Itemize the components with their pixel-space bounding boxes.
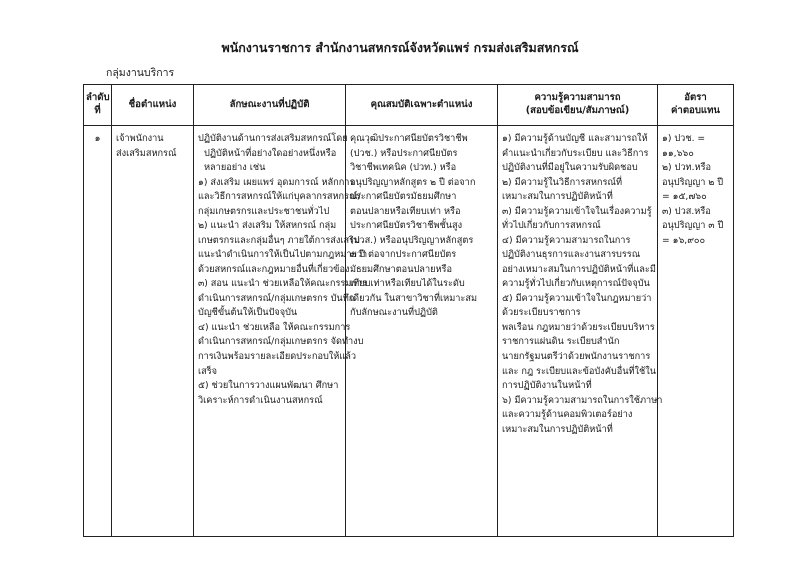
text-line: มัธยมศึกษาตอนปลายหรือ xyxy=(350,263,452,275)
text-line: และความรู้ด้านคอมพิวเตอร์อย่าง xyxy=(502,409,633,421)
text-line: ด้วยระเบียบราชการ xyxy=(502,307,581,319)
header-qualifications xyxy=(346,85,498,126)
text-line: ทั่วไปเกี่ยวกับการสหกรณ์ xyxy=(502,220,601,232)
text-line: ส่งเสริมสหกรณ์ xyxy=(116,147,177,159)
text-line: ที่ xyxy=(94,105,101,116)
text-line: คุณสมบัติเฉพาะตำแหน่ง xyxy=(370,98,473,110)
text-line: ปฏิบัติงานที่มีอยู่ในความรับผิดชอบ xyxy=(502,162,638,174)
text-line: ลำดับ xyxy=(86,92,110,104)
text-line: ๒) ปวท.หรือ xyxy=(662,162,712,174)
text-line: อัตรา xyxy=(684,92,707,104)
text-line: ๒) มีความรู้ในวิธีการสหกรณ์ที่ xyxy=(502,176,623,188)
text-line: การเงินพร้อมรายละเอียดประกอบให้แล้ว xyxy=(198,350,357,362)
text-line: ลักษณะงานที่ปฏิบัติ xyxy=(229,98,310,110)
text-line: ด้วยสหกรณ์และกฎหมายอื่นที่เกี่ยวข้อง xyxy=(198,263,350,275)
header-pay xyxy=(658,85,734,126)
text-line: = ๑๖,๙๐๐ xyxy=(662,234,706,246)
cell-duties xyxy=(194,126,368,537)
text-line: เจ้าพนักงาน xyxy=(116,133,164,144)
text-line: แนะนำดำเนินการให้เป็นไปตามกฎหมายว่า xyxy=(198,249,368,261)
text-line: ๔) มีความรู้ความสามารถในการ xyxy=(502,234,631,246)
text-line: ดำเนินการสหกรณ์/กลุ่มเกษตรกร บันทึก xyxy=(198,292,355,304)
text-line: บัญชีขั้นต้นให้เป็นปัจจุบัน xyxy=(198,307,298,319)
cell-pay xyxy=(658,126,734,537)
text-line: เกษตรกรและกลุ่มอื่นๆ ภายใต้การส่งเสริม xyxy=(198,234,361,246)
cell-position xyxy=(112,126,194,537)
text-line: ๕) มีความรู้ความเข้าใจในกฎหมายว่า xyxy=(502,292,652,304)
text-line: หลายอย่าง เช่น xyxy=(204,162,266,174)
text-line: ๕) ช่วยในการวางแผนพัฒนา ศึกษา xyxy=(198,380,339,392)
text-line: ๒) แนะนำ ส่งเสริม ให้สหกรณ์ กลุ่ม xyxy=(198,220,337,232)
text-line: (ปวช.) หรือประกาศนียบัตร xyxy=(350,147,458,159)
text-line: เหมาะสมในการปฏิบัติหน้าที่ xyxy=(502,191,613,203)
header-knowledge xyxy=(498,85,658,126)
header-no xyxy=(84,85,112,126)
text-line: อนุปริญญาหลักสูตร ๒ ปี ต่อจาก xyxy=(350,176,476,188)
text-line: และ กฎ ระเบียบและข้อบังคับอื่นที่ใช้ใน xyxy=(502,365,657,377)
page-title: พนักงานราชการ สำนักงานสหกรณ์จังหวัดแพร่ กรมส่งเสริมสหกรณ์ xyxy=(221,40,579,55)
cell-no: ๑ xyxy=(84,126,112,537)
text-line: และวิธีการสหกรณ์ให้แก่บุคลากรสหกรณ์/ xyxy=(198,191,361,203)
text-line: การปฏิบัติงานในหน้าที่ xyxy=(502,380,592,392)
table-header-row xyxy=(84,85,734,126)
text-line: ปฏิบัติงานธุรการและงานสารบรรณ xyxy=(502,249,641,261)
header-position xyxy=(112,85,194,126)
text-line: เดียวกัน ในสาขาวิชาที่เหมาะสม xyxy=(350,292,478,304)
text-line: ๑๑,๖๖๐ xyxy=(662,147,694,159)
text-line: ปฏิบัติหน้าที่อย่างใดอย่างหนึ่งหรือ xyxy=(204,147,337,159)
text-line: คุณวุฒิประกาศนียบัตรวิชาชีพ xyxy=(350,133,468,144)
text-line: ๓) สอน แนะนำ ช่วยเหลือให้คณะกรรมการ xyxy=(198,278,368,290)
text-line: ดำเนินการสหกรณ์/กลุ่มเกษตรกร จัดทำงบ xyxy=(198,336,364,348)
text-line: เสร็จ xyxy=(198,365,218,377)
text-line: ชื่อตำแหน่ง xyxy=(128,98,177,110)
text-line: คำแนะนำเกี่ยวกับระเบียบ และวิธีการ xyxy=(502,147,649,159)
text-line: ความรู้ความสามารถ xyxy=(534,92,621,104)
cell-knowledge xyxy=(498,126,663,537)
text-line: ความรู้ทั่วไปเกี่ยวกับเหตุการณ์ปัจจุบัน xyxy=(502,278,650,290)
text-line: อนุปริญญา ๒ ปี xyxy=(662,176,724,188)
text-line: อย่างเหมาะสมในการปฏิบัติหน้าที่และมี xyxy=(502,263,656,275)
text-line: (สอบข้อเขียน/สัมภาษณ์) xyxy=(525,105,630,116)
text-line: ๓) มีความรู้ความเข้าใจในเรื่องความรู้ xyxy=(502,205,652,217)
text-line: เทียบเท่าหรือเทียบได้ในระดับ xyxy=(350,278,465,290)
text-line: ๑) มีความรู้ด้านบัญชี และสามารถให้ xyxy=(502,133,648,144)
text-line: ๓ ปี ต่อจากประกาศนียบัตร xyxy=(350,249,457,261)
text-line: กลุ่มเกษตรกรและประชาชนทั่วไป xyxy=(198,205,330,217)
text-line: ประกาศนียบัตรมัธยมศึกษา xyxy=(350,191,457,203)
text-line: ตอนปลายหรือเทียบเท่า หรือ xyxy=(350,205,461,217)
text-line: ค่าตอบแทน xyxy=(671,105,720,116)
text-line: ๑) ส่งเสริม เผยแพร่ อุดมการณ์ หลักการ xyxy=(198,176,355,188)
text-line: วิเคราะห์การดำเนินงานสหกรณ์ xyxy=(198,394,323,406)
text-line: ๖) มีความรู้ความสามารถในการใช้ภาษา xyxy=(502,394,663,406)
text-line: นายกรัฐมนตรีว่าด้วยพนักงานราชการ xyxy=(502,350,651,362)
text-line: วิชาชีพเทคนิค (ปวท.) หรือ xyxy=(350,162,457,174)
text-line: ๓) ปวส.หรือ xyxy=(662,205,711,217)
text-line: กับลักษณะงานที่ปฏิบัติ xyxy=(350,307,438,319)
text-line: อนุปริญญา ๓ ปี xyxy=(662,220,724,232)
text-line: ๔) แนะนำ ช่วยเหลือ ให้คณะกรรมการ xyxy=(198,321,351,333)
table-row xyxy=(84,126,734,537)
header-duties xyxy=(194,85,346,126)
text-line: ราชการแผ่นดิน ระเบียบสำนัก xyxy=(502,336,620,348)
position-table xyxy=(83,84,734,537)
text-line: ประกาศนียบัตรวิชาชีพชั้นสูง xyxy=(350,220,463,232)
text-line: ๑) ปวช. = xyxy=(662,133,706,144)
text-line: = ๑๕,๗๖๐ xyxy=(662,191,707,203)
text-line: พลเรือน กฎหมายว่าด้วยระเบียบบริหาร xyxy=(502,321,655,333)
text-line: (ปวส.) หรืออนุปริญญาหลักสูตร xyxy=(350,234,474,246)
text-line: เหมาะสมในการปฏิบัติหน้าที่ xyxy=(502,423,613,435)
text-line: ปฏิบัติงานด้านการส่งเสริมสหกรณ์โดย xyxy=(198,133,348,144)
cell-qualifications xyxy=(346,126,498,537)
section-heading: กลุ่มงานบริการ xyxy=(106,67,175,79)
